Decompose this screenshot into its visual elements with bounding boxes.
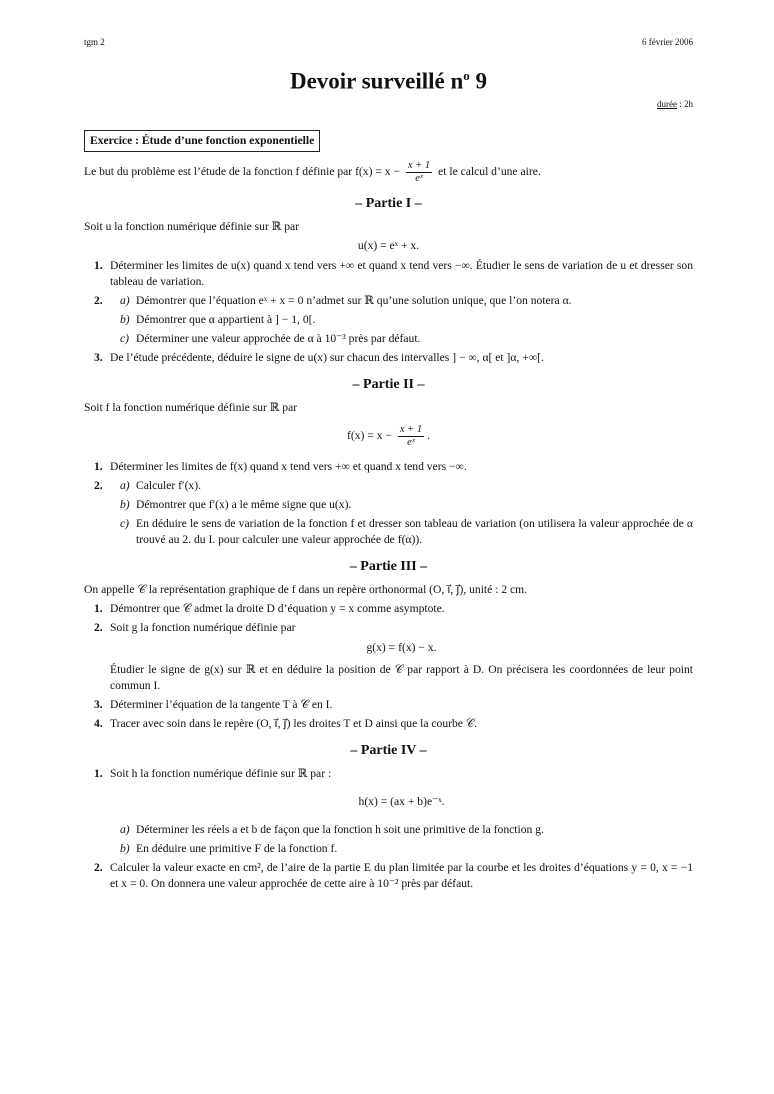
fraction-numerator: x + 1	[399, 423, 423, 435]
page-title	[84, 62, 693, 96]
part-3-item-1	[84, 601, 693, 617]
sub-text: Démontrer que α appartient à ] − 1, 0[.	[136, 312, 316, 326]
part-4-item-1	[84, 766, 693, 857]
part-2-intro: Soit f la fonction numérique définie sur ℝ par	[84, 400, 298, 414]
fraction-numerator: x + 1	[407, 159, 431, 171]
duration-label: durée	[656, 98, 677, 109]
part-1-title: – Partie I –	[355, 195, 422, 211]
item-text: Démontrer que 𝒞 admet la droite D d’équation y = x comme asymptote.	[110, 601, 445, 615]
part-3-item-2	[84, 620, 693, 694]
part-3-intro: On appelle 𝒞 la représentation graphique de f dans un repère orthonormal (O, ı⃗, ȷ⃗), unité : 2 cm.	[84, 582, 528, 596]
part-2-item-1	[84, 459, 693, 475]
sub-text: En déduire le sens de variation de la fonction f et dresser son tableau de variation (on utilisera la valeur approchée de α trouvé au 2. du I. pour calculer une valeur approchée de f(α)).	[136, 516, 693, 546]
title-text: Devoir surveillé n	[289, 68, 464, 94]
item-text: Déterminer l’équation de la tangente T à 𝒞 en I.	[110, 697, 333, 711]
exercise-title-box: Exercice : Étude d’une fonction exponentielle	[84, 130, 320, 152]
sub-text: Démontrer que l’équation eˣ + x = 0 n’admet sur ℝ qu’une solution unique, que l’on notera α.	[136, 293, 572, 307]
item-number: 1.	[94, 258, 103, 272]
document-page	[84, 34, 693, 892]
part-1-intro: Soit u la fonction numérique définie sur ℝ par	[84, 219, 300, 233]
formula-fraction	[398, 424, 424, 449]
sub-text: Calculer f′(x).	[136, 478, 201, 492]
part-2-item-2	[84, 478, 693, 548]
item-text: Soit g la fonction numérique définie par	[110, 620, 296, 634]
item-formula: g(x) = f(x) − x.	[366, 640, 437, 654]
title-number: 9	[469, 68, 488, 94]
sub-text: Déterminer une valeur approchée de α à 10⁻³ près par défaut.	[136, 331, 421, 345]
part-2-formula	[84, 424, 693, 449]
item-number: 1.	[94, 601, 103, 615]
duration-value: : 2h	[676, 98, 693, 109]
item-formula: h(x) = (ax + b)e⁻ˣ.	[358, 794, 445, 808]
item-text-continued: Étudier le signe de g(x) sur ℝ et en déduire la position de 𝒞 par rapport à D. On précisera les coordonnées de leur point commun I.	[110, 662, 693, 692]
intro-text-end: et le calcul d’une aire.	[438, 164, 541, 178]
problem-intro	[84, 160, 693, 185]
part-4-item-1a	[84, 822, 693, 838]
part-1-item-2b	[110, 312, 693, 328]
sub-text: Déterminer les réels a et b de façon que la fonction h soit une primitive de la fonction g.	[136, 822, 544, 836]
sub-label: c)	[120, 331, 130, 345]
part-3-item-4	[84, 716, 693, 732]
item-text: Déterminer les limites de u(x) quand x tend vers +∞ et quand x tend vers −∞. Étudier le sens de variation de u et dresser son tableau de variation.	[110, 258, 693, 288]
part-1-formula: u(x) = eˣ + x.	[357, 238, 420, 252]
sub-text: Démontrer que f′(x) a le même signe que u(x).	[136, 497, 352, 511]
duration	[84, 98, 693, 110]
fraction-denominator: eˣ	[415, 172, 423, 184]
part-2-item-2a	[84, 478, 693, 494]
part-1-item-3	[84, 350, 693, 366]
item-number: 2.	[94, 478, 103, 492]
item-number: 1.	[94, 766, 103, 780]
part-3-title: – Partie III –	[349, 558, 428, 574]
part-1-item-2c	[110, 331, 693, 347]
part-2-item-2b	[110, 497, 693, 513]
page-header	[84, 34, 693, 48]
item-text: Calculer la valeur exacte en cm², de l’aire de la partie E du plan limitée par la courbe et les droites d’équations y = 0, x = −1 et x = 0. On donnera une valeur approchée de cette aire à 10⁻² près par défaut.	[110, 860, 693, 890]
part-1-item-1	[84, 258, 693, 290]
part-1-item-2a	[84, 293, 693, 309]
part-4-item-2	[84, 860, 693, 892]
sub-text: En déduire une primitive F de la fonction f.	[136, 841, 338, 855]
sub-label: b)	[120, 841, 130, 855]
sub-label: a)	[120, 478, 130, 492]
item-text: Tracer avec soin dans le repère (O, ı⃗, ȷ⃗) les droites T et D ainsi que la courbe 𝒞.	[110, 716, 478, 730]
item-number: 2.	[94, 293, 103, 307]
part-4-title: – Partie IV –	[350, 742, 427, 758]
part-1-item-2	[84, 293, 693, 347]
intro-text: Le but du problème est l’étude de la fonction f définie par f(x) = x −	[84, 164, 401, 178]
intro-fraction	[406, 160, 432, 185]
formula-end: .	[427, 428, 430, 442]
part-2-item-2c	[110, 516, 693, 548]
part-3-item-3	[84, 697, 693, 713]
sub-label: b)	[120, 497, 130, 511]
item-text: Déterminer les limites de f(x) quand x tend vers +∞ et quand x tend vers −∞.	[110, 459, 467, 473]
class-label: tgm 2	[84, 37, 105, 47]
sub-label: c)	[120, 516, 130, 530]
item-number: 1.	[94, 459, 103, 473]
item-number: 3.	[94, 697, 103, 711]
sub-label: a)	[120, 822, 130, 836]
item-number: 2.	[94, 860, 103, 874]
item-number: 2.	[94, 620, 103, 634]
item-number: 3.	[94, 350, 103, 364]
item-text: Soit h la fonction numérique définie sur ℝ par :	[110, 766, 332, 780]
part-4-item-1b	[84, 841, 693, 857]
fraction-denominator: eˣ	[407, 436, 415, 448]
date-label: 6 février 2006	[642, 37, 693, 47]
sub-label: a)	[120, 293, 130, 307]
part-2-title: – Partie II –	[352, 376, 425, 392]
item-text: De l’étude précédente, déduire le signe de u(x) sur chacun des intervalles ] − ∞, α[ et ]α, +∞[.	[110, 350, 544, 364]
title-superscript: o	[463, 68, 470, 83]
item-number: 4.	[94, 716, 103, 730]
formula-start: f(x) = x −	[346, 428, 392, 442]
sub-label: b)	[120, 312, 130, 326]
